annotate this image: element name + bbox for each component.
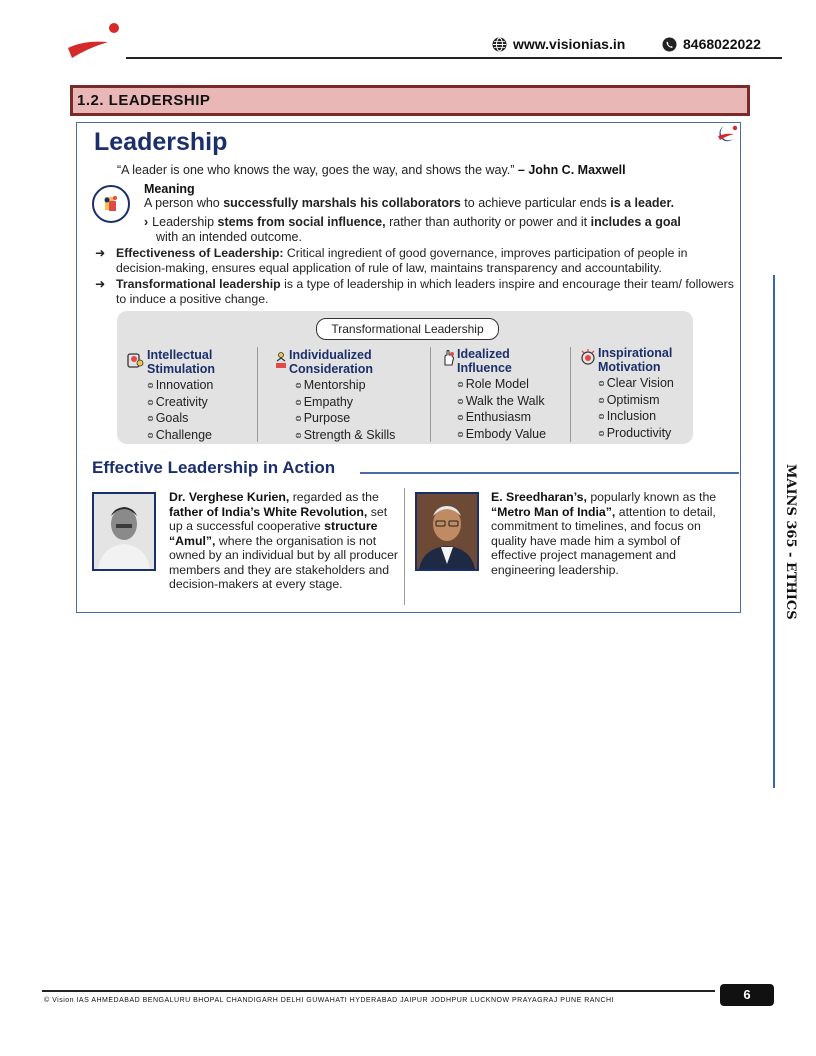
header-website[interactable] — [492, 36, 625, 52]
action-section-title: Effective Leadership in Action — [92, 458, 336, 477]
motivation-icon — [579, 348, 597, 366]
column-divider — [570, 347, 571, 442]
list-item: ⊜ Role Model — [457, 377, 546, 394]
list-item: ⊜ Embody Value — [457, 427, 546, 444]
list-item: ⊜ Enthusiasm — [457, 410, 546, 427]
list-item: ⊜ Challenge — [147, 428, 215, 445]
section-heading: 1.2. LEADERSHIP — [70, 85, 750, 116]
list-item: ⊜ Productivity — [598, 426, 674, 443]
brain-icon — [126, 351, 144, 369]
effectiveness-point — [95, 246, 739, 276]
meaning-bold-part: is a leader. — [610, 196, 675, 210]
column-idealized-influence — [457, 347, 546, 443]
bio-bold: structure “Amul”, — [169, 519, 378, 548]
chevron-right-icon: › — [144, 215, 149, 229]
column-title: Motivation — [598, 360, 661, 374]
transformational-point — [95, 277, 739, 307]
bio-text: regarded as the — [289, 490, 379, 504]
person-name: Dr. Verghese Kurien, — [169, 490, 290, 504]
effectiveness-text: Critical ingredient of good governance, improves participation of people in decision-making, ensures equal application of rule of law, maintains transparency and accountability. — [116, 246, 688, 275]
header-rule — [126, 57, 782, 59]
meaning-text-part: to achieve particular ends — [460, 196, 611, 210]
infographic-title: Leadership — [94, 128, 228, 156]
sub-bullet-bold: includes a goal — [590, 215, 681, 229]
person-name: E. Sreedharan’s, — [491, 490, 587, 504]
sreedharan-bio — [491, 490, 726, 577]
list-item: ⊜ Purpose — [295, 411, 395, 428]
column-title: Intellectual — [147, 348, 213, 362]
phone-text[interactable]: 8468022022 — [683, 36, 761, 52]
list-item: ⊜ Creativity — [147, 395, 215, 412]
hand-icon — [440, 349, 458, 367]
bio-text: set up a successful cooperative — [169, 504, 388, 533]
list-item: ⊜ Mentorship — [295, 378, 395, 395]
list-item: ⊜ Strength & Skills — [295, 428, 395, 445]
kurien-bio — [169, 490, 399, 592]
list-item: ⊜ Innovation — [147, 378, 215, 395]
column-title: Individualized — [289, 348, 372, 362]
bio-text: attention to detail, commitment to timelines, and focus on quality have made him a symbol of effective project management and engineering leadership. — [491, 504, 716, 577]
meaning-title: Meaning — [144, 182, 195, 196]
transformational-text: is a type of leadership in which leaders inspire and encourage their team/ followers to induce a positive change. — [116, 277, 734, 306]
action-title-rule — [360, 472, 739, 474]
column-divider — [430, 347, 431, 442]
bio-bold: father of India’s White Revolution, — [169, 504, 368, 519]
column-title: Consideration — [289, 362, 374, 376]
small-logo-icon — [716, 124, 738, 144]
bio-divider — [404, 488, 405, 605]
page-number: 6 — [720, 984, 774, 1006]
person-podium-icon — [272, 351, 290, 369]
sub-bullet-text: rather than authority or power and it — [385, 215, 591, 229]
bio-bold: “Metro Man of India”, — [491, 504, 616, 519]
column-title: Idealized — [457, 347, 510, 361]
list-item: ⊜ Empathy — [295, 395, 395, 412]
sub-bullet-text: with an intended outcome. — [156, 230, 302, 244]
list-item: ⊜ Optimism — [598, 393, 674, 410]
meaning-icon — [92, 185, 130, 223]
footer-cities: © Vision IAS AHMEDABAD BENGALURU BHOPAL CHANDIGARH DELHI GUWAHATI HYDERABAD JAIPUR JODHPUR LUCKNOW PRAYAGRAJ PUNE RANCHI — [44, 997, 615, 1004]
meaning-text — [144, 196, 674, 210]
maxwell-quote — [117, 163, 626, 177]
kurien-photo — [92, 492, 156, 571]
side-label-text: MAINS 365 - ETHICS — [783, 464, 798, 620]
list-item: ⊜ Inclusion — [598, 409, 674, 426]
header-phone[interactable] — [662, 36, 761, 52]
website-text[interactable]: www.visionias.in — [513, 36, 626, 52]
meaning-text-part: A person who — [144, 196, 224, 210]
list-item: ⊜ Goals — [147, 411, 215, 428]
sreedharan-photo — [415, 492, 479, 571]
quote-author: – John C. Maxwell — [517, 163, 626, 177]
meaning-bold-part: successfully marshals his collaborators — [223, 196, 461, 210]
bio-text: where the organisation is not owned by an individual but by all producer members and they are stakeholders and decision-makers at every stage. — [169, 533, 399, 591]
column-title: Inspirational — [598, 346, 673, 360]
globe-icon — [492, 37, 507, 52]
list-item: ⊜ Walk the Walk — [457, 394, 546, 411]
side-label — [768, 464, 808, 624]
bio-text: popularly known as the — [586, 490, 717, 504]
column-individualized-consideration — [289, 348, 395, 444]
column-inspirational-motivation — [598, 346, 674, 442]
column-title: Stimulation — [147, 362, 216, 376]
sub-bullet-text: Leadership — [152, 215, 218, 229]
footer-rule — [42, 990, 715, 992]
effectiveness-label: Effectiveness of Leadership: — [116, 246, 284, 260]
arrow-right-icon: ➜ — [95, 246, 106, 260]
meaning-sub-bullet — [144, 215, 734, 245]
whatsapp-icon — [662, 37, 677, 52]
vision-ias-logo — [62, 18, 124, 66]
list-item: ⊜ Clear Vision — [598, 376, 674, 393]
sub-bullet-bold: stems from social influence, — [217, 215, 386, 229]
transformational-label: Transformational leadership — [116, 277, 281, 291]
quote-text: “A leader is one who knows the way, goes the way, and shows the way.” — [117, 163, 515, 177]
column-divider — [257, 347, 258, 442]
panel-title: Transformational Leadership — [316, 318, 499, 340]
column-title: Influence — [457, 361, 512, 375]
arrow-right-icon: ➜ — [95, 277, 106, 291]
column-intellectual-stimulation — [147, 348, 215, 444]
